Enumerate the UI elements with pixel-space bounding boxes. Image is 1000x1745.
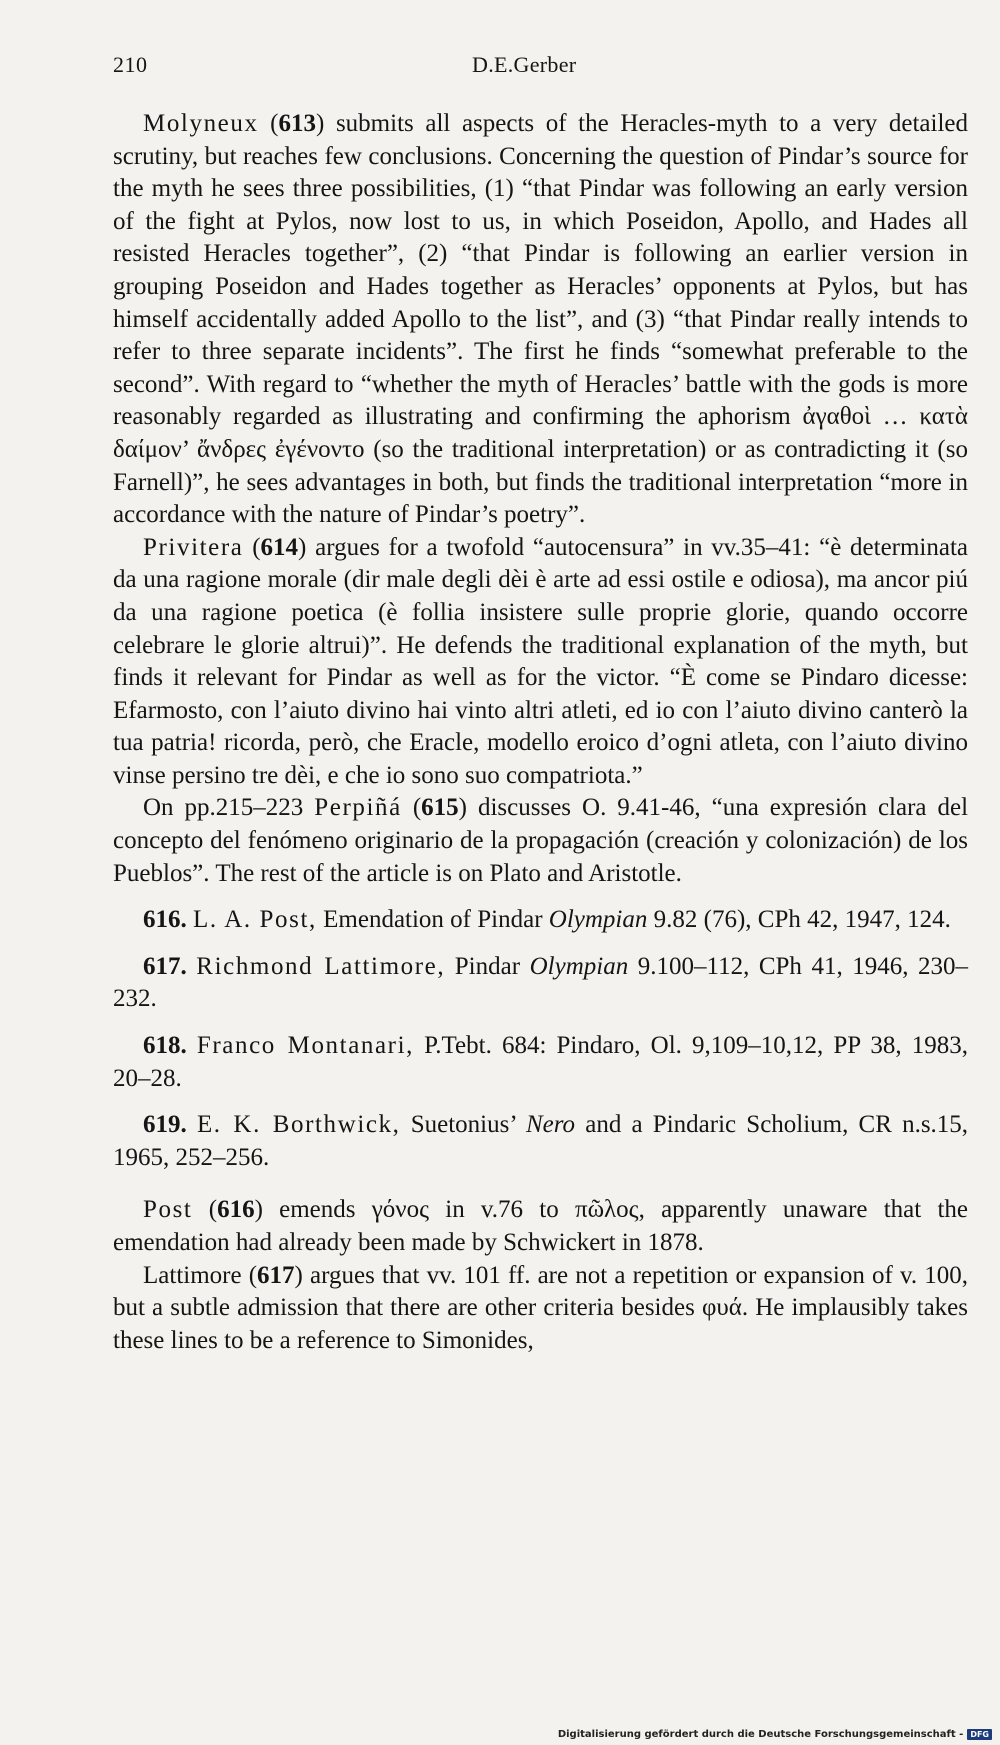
author-name: Privitera	[143, 533, 244, 561]
bibliography-entry-619	[113, 1109, 968, 1174]
entry-title-italic: Olympian	[548, 906, 648, 934]
reference-number: 614	[260, 533, 299, 561]
reference-number: 615	[421, 794, 459, 822]
reference-number: 616	[217, 1196, 255, 1224]
entry-number: 619.	[143, 1111, 187, 1139]
entry-title-italic: Nero	[525, 1111, 576, 1139]
credit-text: Digitalisierung gefördert durch die Deutsche Forschungsgemeinschaft -	[557, 1729, 964, 1740]
author-name: Lattimore	[143, 1261, 242, 1289]
entry-number: 617.	[143, 952, 187, 980]
entry-author: E. K. Borthwick,	[196, 1111, 401, 1139]
entry-details: and a Pindaric Scholium, CR n.s.15, 1965, 252–256.	[113, 1111, 969, 1171]
paragraph-text: argues that vv. 101 ff. are not a repetition or expansion of v. 100, but a subtle admission that there are other criteria besides φυά. He implausibly takes these lines to be a reference to Simonides,	[113, 1261, 968, 1354]
paragraph-text: submits all aspects of the Heracles-myth to a very detailed scrutiny, but reaches few conclusions. Concerning the question of Pindar’s source for the myth he sees three possibilities, (1) “that Pindar was following an early version of the fight at Pylos, now lost to us, in which Poseidon, Apollo, and Hades all resisted Heracles together”, (2) “that Pindar is following an earlier version in grouping Poseidon and Hades together as Heracles’ opponents at Pylos, but has himself accidentally added Apollo to the list”, and (3) “that Pindar really intends to refer to three separate incidents”. The first he finds “somewhat preferable to the second”. With regard to “whether the myth of Heracles’ battle with the gods is more reasonably regarded as illustrating and confirming the aphorism ἀγαθοὶ … κατὰ δαίμον’ ἄνδρες ἐγένοντο (so the traditional interpretation) or as contradicting it (so Farnell)”, he sees advantages in both, but finds the traditional interpretation “more in accordance with the nature of Pindar’s poetry”.	[113, 110, 968, 529]
paragraph-text: emends γόνος in v.76 to πῶλος, apparently unaware that the emendation had already been made by Schwickert in 1878.	[113, 1196, 969, 1256]
paragraph-privitera: Privitera (614) argues for a twofold “autocensura” in vv.35–41: “è determinata da una ragione morale (dir male degli dèi è arte ad essi ostile e odiosa), ma ancor piú da una ragione poetica (è follia insistere sulle proprie glorie, quando occorre celebrare le glorie altrui)”. He defends the traditional explanation of the myth, but finds it relevant for Pindar as well as for the victor. “È come se Pindaro dicesse: Efarmosto, con l’aiuto divino hai vinto altri atleti, ed io con l’aiuto divino canterò la tua patria! ricorda, però, che Eracle, modello eroico d’ogni atleta, con l’aiuto divino vinse persino tre dèi, e che io sono suo compatriota.”	[113, 533, 969, 789]
entry-title: Pindar	[454, 952, 521, 980]
main-text	[113, 108, 968, 1357]
reference-number: 613	[278, 110, 317, 137]
reference-number: 617	[257, 1261, 295, 1289]
paragraph-perpina: On pp.215–223 Perpiñá (615) discusses O. 9.41-46, “una expresión clara del concepto del fenómeno originario de la propagación (creación y colonización) de los Pueblos”. The rest of the article is on Plato and Aristotle.	[113, 794, 969, 887]
entry-number: 616.	[143, 906, 187, 934]
bibliography-entry-616	[113, 904, 968, 937]
page-number: 210	[113, 52, 148, 77]
dfg-logo-icon: DFG	[967, 1729, 992, 1740]
paragraph-text: discusses O. 9.41-46, “una expresión clara del concepto del fenómeno originario de la propagación (creación y colonización) de los Pueblos”. The rest of the article is on Plato and Aristotle.	[113, 794, 969, 887]
digitization-credit	[558, 1729, 992, 1740]
entry-title: Emendation of Pindar	[323, 906, 543, 934]
running-head: D.E.Gerber	[472, 52, 577, 77]
entry-details: 9.82 (76), CPh 42, 1947, 124.	[653, 906, 951, 934]
author-name: Molyneux	[143, 110, 259, 137]
entry-author: Richmond Lattimore,	[196, 952, 446, 980]
bibliography-entry-617	[113, 951, 968, 1016]
paragraph-prefix: On pp.215–223	[143, 794, 304, 822]
author-name: Perpiñá	[314, 794, 402, 822]
bibliography-entry-618	[113, 1030, 968, 1095]
entry-details: 9.100–112, CPh 41, 1946, 230–232.	[113, 952, 969, 1013]
entry-title: P.Tebt. 684: Pindaro, Ol. 9,109–10,12, PP 38, 1983, 20–28.	[113, 1032, 969, 1092]
author-name: Post	[143, 1196, 193, 1224]
paragraph-post: Post (616) emends γόνος in v.76 to πῶλος, apparently unaware that the emendation had already been made by Schwickert in 1878.	[113, 1196, 969, 1256]
paragraph-lattimore: Lattimore (617) argues that vv. 101 ff. are not a repetition or expansion of v. 100, but a subtle admission that there are other criteria besides φυά. He implausibly takes these lines to be a reference to Simonides,	[113, 1261, 968, 1354]
entry-author: L. A. Post,	[193, 906, 317, 934]
paragraph-text: argues for a twofold “autocensura” in vv.35–41: “è determinata da una ragione morale (dir male degli dèi è arte ad essi ostile e odiosa), ma ancor piú da una ragione poetica (è follia insistere sulle proprie glorie, quando occorre celebrare le glorie altrui)”. He defends the traditional explanation of the myth, but finds it relevant for Pindar as well as for the victor. “È come se Pindaro dicesse: Efarmosto, con l’aiuto divino hai vinto altri atleti, ed io con l’aiuto divino canterò la tua patria! ricorda, però, che Eracle, modello eroico d’ogni atleta, con l’aiuto divino vinse persino tre dèi, e che io sono suo compatriota.”	[113, 533, 969, 789]
entry-author: Franco Montanari,	[196, 1032, 415, 1060]
entry-number: 618.	[143, 1032, 187, 1060]
entry-title: Suetonius’	[410, 1111, 516, 1139]
entry-title-italic: Olympian	[529, 952, 629, 980]
paragraph-molyneux: Molyneux (613) submits all aspects of the Heracles-myth to a very detailed scrutiny, but reaches few conclusions. Concerning the question of Pindar’s source for the myth he sees three possibilities, (1) “that Pindar was following an early version of the fight at Pylos, now lost to us, in which Poseidon, Apollo, and Hades all resisted Heracles together”, (2) “that Pindar is following an earlier version in grouping Poseidon and Hades together as Heracles’ opponents at Pylos, but has himself accidentally added Apollo to the list”, and (3) “that Pindar really intends to refer to three separate incidents”. The first he finds “somewhat preferable to the second”. With regard to “whether the myth of Heracles’ battle with the gods is more reasonably regarded as illustrating and confirming the aphorism ἀγαθοὶ … κατὰ δαίμον’ ἄνδρες ἐγένοντο (so the traditional interpretation) or as contradicting it (so Farnell)”, he sees advantages in both, but finds the traditional interpretation “more in accordance with the nature of Pindar’s poetry”.	[113, 110, 968, 529]
